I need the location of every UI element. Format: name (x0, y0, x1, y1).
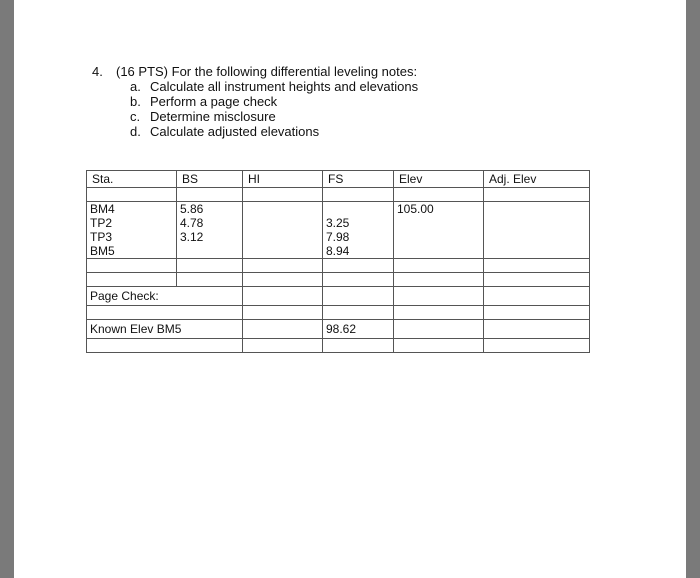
table-header-row (87, 171, 590, 188)
item-text: Determine misclosure (150, 109, 276, 124)
spacer-row (87, 339, 590, 353)
cell-hi (243, 230, 323, 244)
leveling-notes-table (86, 170, 590, 353)
spacer-row (87, 273, 590, 287)
cell-sta: TP3 (87, 230, 177, 244)
cell-fs: 7.98 (323, 230, 394, 244)
header-bs: BS (177, 171, 243, 188)
item-letter: a. (130, 79, 141, 94)
cell-elev (394, 230, 484, 244)
item-letter: b. (130, 94, 141, 109)
cell-sta: BM4 (87, 202, 177, 217)
cell-hi (243, 244, 323, 259)
header-elev: Elev (394, 171, 484, 188)
cell-bs: 3.12 (177, 230, 243, 244)
table-row (87, 216, 590, 230)
question-block (92, 64, 418, 139)
cell-adj (484, 230, 590, 244)
document-page (14, 0, 686, 578)
cell-fs: 8.94 (323, 244, 394, 259)
cell-fs: 3.25 (323, 216, 394, 230)
question-prompt: (16 PTS) For the following differential leveling notes: (116, 64, 418, 79)
header-adj-elev: Adj. Elev (484, 171, 590, 188)
spacer-row (87, 188, 590, 202)
question-items (92, 79, 418, 139)
page-check-label: Page Check: (87, 287, 243, 306)
cell-elev (394, 216, 484, 230)
item-text: Perform a page check (150, 94, 278, 109)
item-text: Calculate all instrument heights and elevations (150, 79, 419, 94)
table-row (87, 230, 590, 244)
page-check-row (87, 287, 590, 306)
table-row (87, 202, 590, 217)
cell-elev: 105.00 (394, 202, 484, 217)
table-row (87, 244, 590, 259)
cell-bs: 5.86 (177, 202, 243, 217)
header-sta: Sta. (87, 171, 177, 188)
cell-elev (394, 244, 484, 259)
item-letter: d. (130, 124, 141, 139)
cell-sta: TP2 (87, 216, 177, 230)
cell-hi (243, 216, 323, 230)
header-hi: HI (243, 171, 323, 188)
cell-bs: 4.78 (177, 216, 243, 230)
cell-hi (243, 202, 323, 217)
known-elev-row (87, 320, 590, 339)
item-text: Calculate adjusted elevations (150, 124, 320, 139)
known-elev-value: 98.62 (323, 320, 394, 339)
cell-adj (484, 216, 590, 230)
cell-bs (177, 244, 243, 259)
header-fs: FS (323, 171, 394, 188)
known-elev-label: Known Elev BM5 (87, 320, 243, 339)
cell-fs (323, 202, 394, 217)
spacer-row (87, 259, 590, 273)
question-item (92, 124, 418, 139)
question-item (92, 94, 418, 109)
cell-adj (484, 202, 590, 217)
cell-adj (484, 244, 590, 259)
spacer-row (87, 306, 590, 320)
question-number: 4. (92, 64, 103, 79)
question-prompt-line (92, 64, 418, 79)
item-letter: c. (130, 109, 141, 124)
question-item (92, 109, 418, 124)
question-item (92, 79, 418, 94)
cell-sta: BM5 (87, 244, 177, 259)
